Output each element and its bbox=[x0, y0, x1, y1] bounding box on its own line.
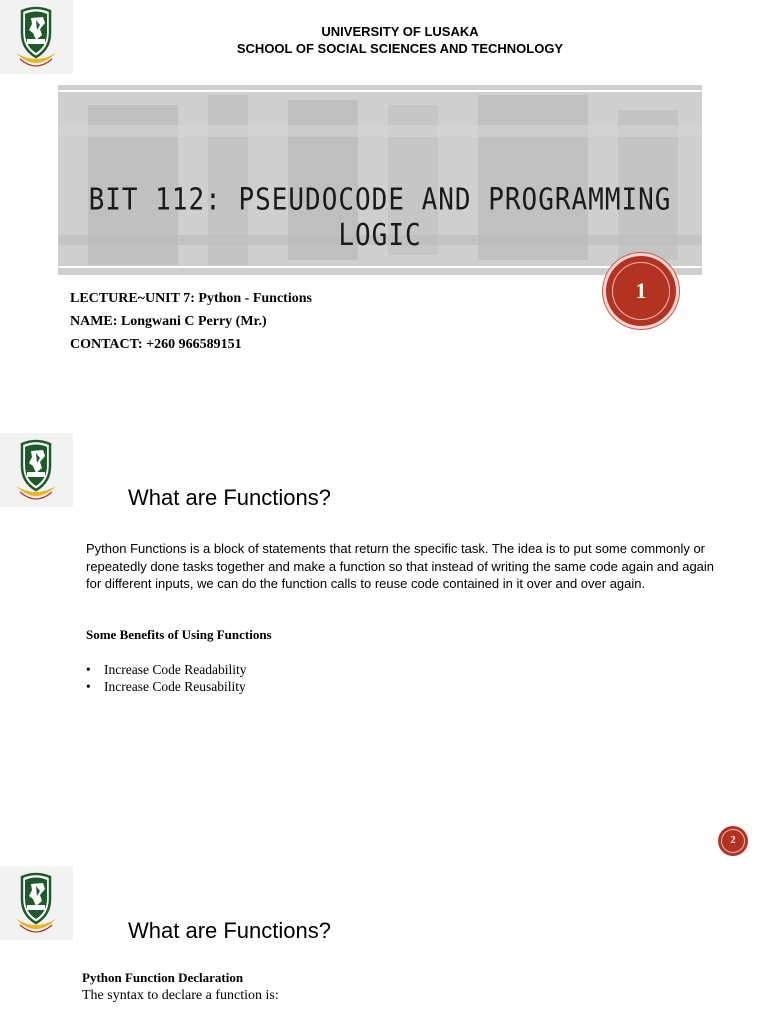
contact-line bbox=[70, 333, 242, 356]
university-logo bbox=[0, 0, 73, 74]
slide-number-badge: 1 bbox=[606, 256, 676, 326]
contact-value: +260 966589151 bbox=[142, 337, 242, 352]
list-item: • Increase Code Reusability bbox=[86, 679, 246, 696]
crest-icon bbox=[12, 436, 60, 502]
benefits-list bbox=[86, 662, 246, 695]
school-name: SCHOOL OF SOCIAL SCIENCES AND TECHNOLOGY bbox=[236, 41, 564, 56]
name-line bbox=[70, 310, 267, 333]
university-logo bbox=[0, 866, 73, 940]
university-name: UNIVERSITY OF LUSAKA bbox=[321, 24, 479, 39]
functions-slide bbox=[0, 432, 768, 864]
lecture-line bbox=[70, 287, 312, 310]
list-item: • Increase Code Readability bbox=[86, 662, 246, 679]
slide-title: What are Functions? bbox=[128, 485, 331, 510]
contact-label: CONTACT: bbox=[70, 337, 143, 352]
syntax-line: The syntax to declare a function is: bbox=[82, 988, 279, 1003]
crest-icon bbox=[12, 869, 60, 935]
declaration-slide bbox=[0, 864, 768, 1024]
lecture-value: Python - Functions bbox=[194, 291, 312, 306]
course-title: BIT 112: PSEUDOCODE AND PROGRAMMING LOGIC bbox=[88, 182, 672, 254]
lecture-label: LECTURE~UNIT 7: bbox=[70, 291, 195, 306]
title-banner bbox=[58, 85, 702, 275]
slide-title: What are Functions? bbox=[128, 918, 331, 943]
title-slide bbox=[0, 0, 768, 372]
declaration-heading: Python Function Declaration bbox=[82, 970, 244, 985]
functions-paragraph: Python Functions is a block of statements that return the specific task. The idea is to put some commonly or repeatedly done tasks together and make a function so that instead of writing the same code again and again for different inputs, we can do the function calls to reuse code contained in it over and over again. bbox=[86, 541, 715, 591]
university-logo bbox=[0, 433, 73, 507]
name-label: NAME: bbox=[70, 314, 118, 329]
name-value: Longwani C Perry (Mr.) bbox=[117, 314, 267, 329]
slide-number-badge: 2 bbox=[718, 826, 748, 856]
crest-icon bbox=[12, 3, 60, 69]
benefits-heading: Some Benefits of Using Functions bbox=[86, 627, 272, 642]
